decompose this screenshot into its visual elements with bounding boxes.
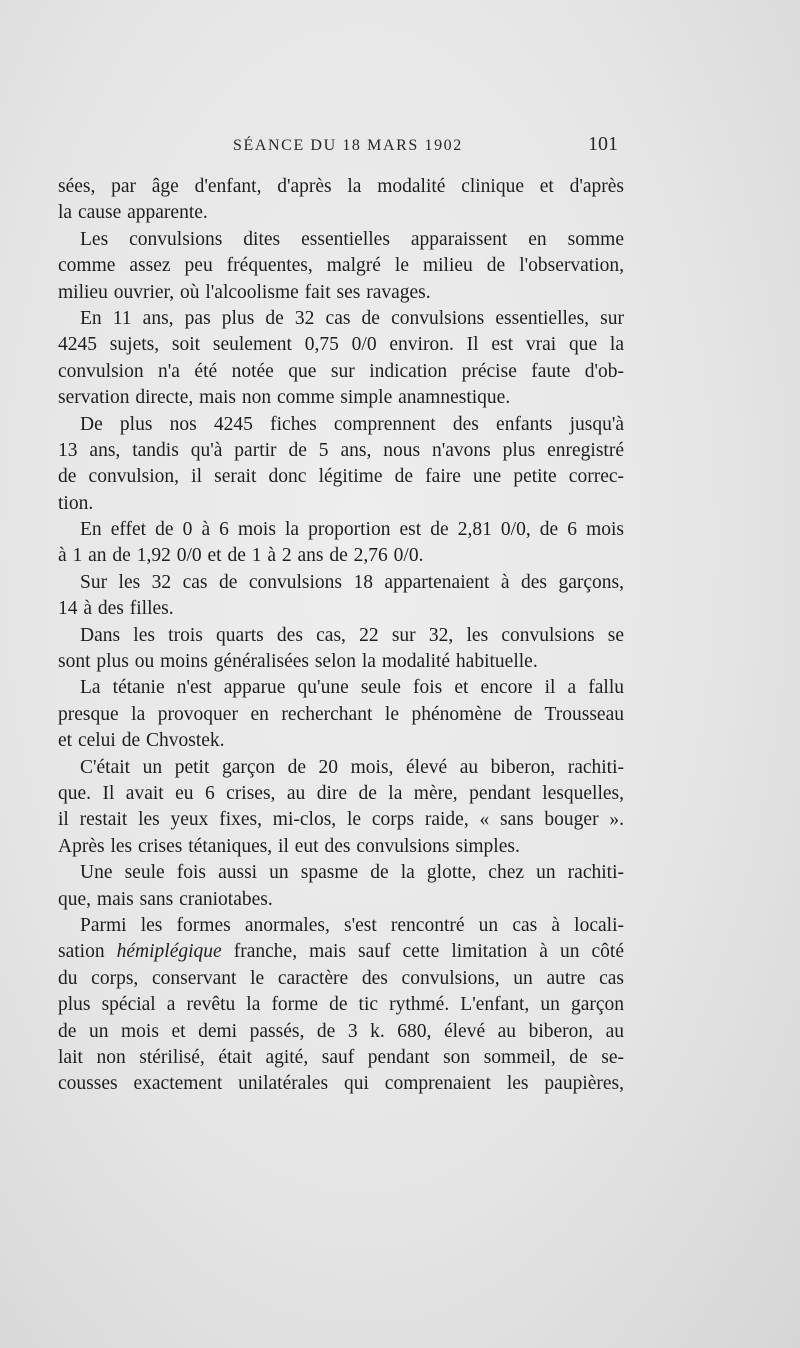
text-line: tion. [58,492,94,514]
text-line: Les convulsions dites essentielles apparaissent en somme [80,228,624,250]
text-line: lait non stérilisé, était agité, sauf pendant son sommeil, de se- [58,1046,624,1068]
text-line: 4245 sujets, soit seulement 0,75 0/0 environ. Il est vrai que la [58,334,624,356]
text-line: de convulsion, il serait donc légitime de faire une petite correc- [58,466,624,488]
text-line: En 11 ans, pas plus de 32 cas de convulsions essentielles, sur [80,307,624,329]
text-line: il restait les yeux fixes, mi-clos, le corps raide, « sans bouger ». [58,809,624,831]
page-header [0,133,800,159]
text-segment: franche, mais sauf cette limitation à un côté [221,941,624,963]
text-line: presque la provoquer en recherchant le phénomène de Trousseau [58,703,624,725]
text-line: Parmi les formes anormales, s'est rencontré un cas à locali- [80,914,624,936]
running-title: SÉANCE DU 18 MARS 1902 [233,137,463,154]
text-segment: sation [58,941,117,963]
text-line: servation directe, mais non comme simple anamnestique. [58,387,511,409]
text-line: 14 à des filles. [58,598,174,620]
text-line: 13 ans, tandis qu'à partir de 5 ans, nous n'avons plus enregistré [58,439,624,461]
text-line: sées, par âge d'enfant, d'après la modalité clinique et d'après [58,176,624,197]
text-line: comme assez peu fréquentes, malgré le milieu de l'observation, [58,255,624,277]
text-line [58,939,624,965]
text-line: C'était un petit garçon de 20 mois, élevé au biberon, rachiti- [80,756,624,778]
text-line: à 1 an de 1,92 0/0 et de 1 à 2 ans de 2,76 0/0. [58,545,424,567]
text-line: convulsion n'a été notée que sur indication précise faute d'ob- [58,360,624,382]
text-line: La tétanie n'est apparue qu'une seule fois et encore il a fallu [80,677,624,699]
text-line: cousses exactement unilatérales qui comprenaient les paupières, [58,1073,624,1095]
text-line: En effet de 0 à 6 mois la proportion est de 2,81 0/0, de 6 mois [80,519,624,541]
text-line: du corps, conservant le caractère des convulsions, un autre cas [58,967,624,989]
text-line: que. Il avait eu 6 crises, au dire de la mère, pendant lesquelles, [58,782,624,804]
text-line: de un mois et demi passés, de 3 k. 680, élevé au biberon, au [58,1020,624,1042]
text-line: Une seule fois aussi un spasme de la glotte, chez un rachiti- [80,862,624,884]
body-text [58,174,624,1098]
text-line: Après les crises tétaniques, il eut des convulsions simples. [58,835,520,857]
text-line: Sur les 32 cas de convulsions 18 appartenaient à des garçons, [80,571,624,593]
text-line: plus spécial a revêtu la forme de tic rythmé. L'enfant, un garçon [58,994,624,1016]
text-line: Dans les trois quarts des cas, 22 sur 32, les convulsions se [80,624,624,646]
text-line: De plus nos 4245 fiches comprennent des enfants jusqu'à [80,413,624,435]
text-line: milieu ouvrier, où l'alcoolisme fait ses ravages. [58,281,431,303]
text-line: et celui de Chvostek. [58,730,225,752]
text-line: sont plus ou moins généralisées selon la modalité habituelle. [58,651,538,673]
italic-term: hémiplégique [116,941,222,963]
text-line: la cause apparente. [58,202,208,224]
page-number: 101 [588,133,618,155]
text-line: que, mais sans craniotabes. [58,888,273,910]
